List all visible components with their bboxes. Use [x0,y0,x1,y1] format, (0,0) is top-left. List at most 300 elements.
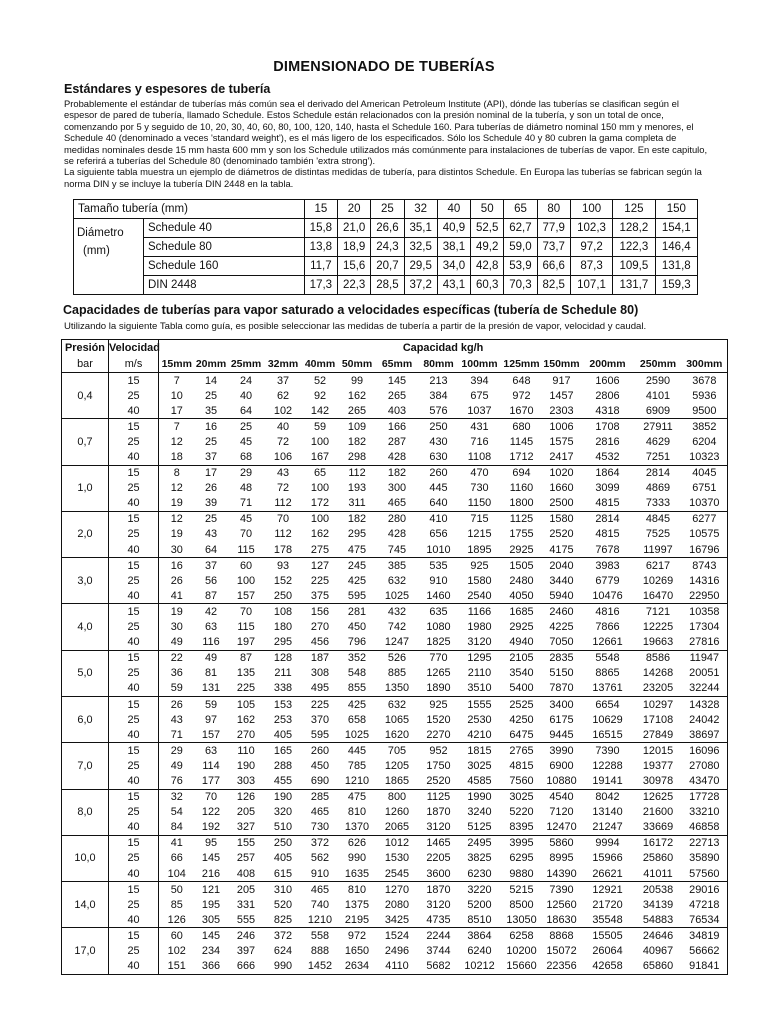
capacity-cell: 305 [195,912,228,928]
capacity-cell: 615 [265,866,302,882]
capacity-cell: 25860 [642,852,674,865]
capacity-cell: 4815 [595,528,620,541]
capacity-cell: 431 [470,420,489,433]
capacity-cell: 1870 [426,883,451,896]
capacity-cell: 23205 [635,681,682,697]
capacity-cell: 100 [310,435,330,448]
capacity-cell: 127 [310,559,330,572]
capacity-cell: 97 [204,713,218,726]
capacity-cell: 5936 [682,388,728,403]
capacity-cell: 172 [302,496,339,512]
capacity-cell: 33210 [682,805,728,820]
capacity-cell: 3744 [426,945,451,958]
capacity-cell: 1505 [509,559,534,572]
page-title: DIMENSIONADO DE TUBERÍAS [273,59,495,75]
capacity-cell: 56 [204,574,218,587]
capacity-cell: 1375 [344,898,370,911]
capacity-cell: 10358 [682,604,728,620]
capacity-cell: 6909 [635,403,682,419]
capacity-row [62,959,728,975]
capacity-cell: 1865 [376,773,419,789]
capacity-cell: 465 [310,883,330,896]
capacity-cell: 182 [347,435,367,448]
capacity-row [62,573,728,588]
capacity-cell: 24 [239,374,253,387]
pressure-cell: 0,7 [62,419,109,465]
capacity-cell: 384 [429,389,448,402]
capacity-cell: 66 [170,852,183,865]
header-capacidad: Capacidad kg/h [159,340,728,357]
capacity-cell: 6277 [682,511,728,527]
capacity-row [62,928,728,944]
capacity-cell: 7870 [543,681,581,697]
pipe-size-header: 20mm [195,356,228,373]
capacity-cell: 3852 [682,419,728,435]
capacity-cell: 16515 [581,727,635,743]
capacity-cell: 29 [239,467,253,480]
pressure-cell: 14,0 [62,882,109,928]
capacity-cell: 745 [376,542,419,558]
capacity-cell: 2520 [419,773,459,789]
capacity-cell: 705 [387,744,407,757]
capacity-cell: 595 [339,588,376,604]
capacity-cell: 35548 [581,912,635,928]
capacity-cell: 41011 [635,866,682,882]
capacity-cell: 800 [387,791,407,804]
capacity-cell: 4585 [459,773,501,789]
capacity-cell: 10297 [642,698,674,711]
capacity-cell: 405 [265,727,302,743]
capacity-cell: 112 [265,496,302,512]
capacity-cell: 155 [236,837,256,850]
capacity-cell: 465 [376,496,419,512]
capacity-cell: 21247 [581,820,635,836]
header-velocidad: Velocidad [109,340,159,357]
capacity-cell: 4175 [543,542,581,558]
capacity-cell: 1825 [419,635,459,651]
capacity-cell: 3240 [467,806,492,819]
capacity-cell: 4225 [549,621,574,634]
diameter-value: 40,9 [437,219,470,238]
capacity-cell: 6204 [682,434,728,449]
pressure-cell: 6,0 [62,696,109,742]
capacity-row [62,666,728,681]
capacity-cell: 331 [236,898,256,911]
capacity-cell: 2530 [467,713,492,726]
capacity-cell: 30 [170,621,183,634]
capacity-cell: 10212 [459,959,501,975]
velocity-cell: 15 [109,419,159,435]
capacity-row [62,681,728,697]
capacity-cell: 3099 [595,482,620,495]
capacity-cell: 4250 [509,713,534,726]
capacity-cell: 37 [195,449,228,465]
capacity-cell: 1452 [302,959,339,975]
capacity-cell: 157 [228,588,265,604]
capacity-cell: 38697 [682,727,728,743]
steam-capacity-table [61,339,728,975]
capacity-cell: 60 [239,559,253,572]
capacity-cell: 19 [170,528,183,541]
capacity-cell: 193 [347,482,367,495]
velocity-cell: 40 [109,403,159,419]
capacity-cell: 109 [347,420,367,433]
capacity-row [62,866,728,882]
capacity-cell: 3220 [467,883,492,896]
diameter-value: 13,8 [304,238,337,257]
capacity-cell: 7 [173,374,180,387]
diameter-value: 107,1 [570,276,612,295]
capacity-cell: 145 [201,929,221,942]
capacity-cell: 338 [265,681,302,697]
velocity-cell: 25 [109,805,159,820]
capacity-cell: 41 [170,837,183,850]
capacity-cell: 562 [310,852,330,865]
capacity-cell: 85 [170,898,183,911]
capacity-cell: 1870 [426,806,451,819]
capacity-cell: 4869 [645,482,671,495]
capacity-cell: 72 [276,435,290,448]
capacity-cell: 145 [201,852,221,865]
capacity-cell: 19377 [642,759,674,772]
capacity-cell: 26621 [581,866,635,882]
capacity-cell: 26064 [592,945,623,958]
capacity-cell: 295 [265,635,302,651]
capacity-cell: 41 [159,588,195,604]
diameter-value: 24,3 [371,238,404,257]
capacity-cell: 63 [204,744,218,757]
capacity-cell: 648 [512,374,531,387]
capacity-cell: 65860 [635,959,682,975]
capacity-cell: 187 [310,652,330,665]
capacity-cell: 71 [159,727,195,743]
capacity-cell: 11947 [682,650,728,666]
capacity-cell: 151 [159,959,195,975]
capacity-cell: 21720 [592,898,623,911]
capacity-cell: 8 [173,467,180,480]
velocity-cell: 15 [109,465,159,481]
capacity-cell: 535 [429,559,448,572]
intro-text [64,98,712,189]
capacity-cell: 25 [204,435,218,448]
size-header-row [74,200,698,219]
velocity-cell: 15 [109,511,159,527]
capacity-cell: 59 [313,420,327,433]
capacity-cell: 166 [387,420,407,433]
capacity-cell: 3400 [549,698,574,711]
capacity-cell: 2303 [543,403,581,419]
capacity-cell: 192 [195,820,228,836]
capacity-cell: 87 [239,652,253,665]
pressure-cell: 5,0 [62,650,109,696]
capacity-cell: 70 [204,791,218,804]
velocity-cell: 40 [109,959,159,975]
capacity-cell: 430 [429,435,448,448]
capacity-cell: 3540 [509,667,534,680]
capacity-cell: 15505 [592,929,623,942]
capacity-cell: 295 [347,528,367,541]
diameter-value: 35,1 [404,219,437,238]
capacity-cell: 5682 [419,959,459,975]
pipe-size-header: 250mm [635,356,682,373]
capacity-cell: 1524 [384,929,410,942]
pressure-cell: 8,0 [62,789,109,835]
capacity-cell: 27816 [682,635,728,651]
capacity-row [62,897,728,912]
capacity-cell: 990 [265,959,302,975]
capacity-cell: 1755 [509,528,534,541]
capacity-cell: 405 [273,852,293,865]
velocity-cell: 15 [109,789,159,805]
capacity-cell: 100 [310,482,330,495]
capacity-cell: 475 [339,542,376,558]
capacity-cell: 126 [236,791,256,804]
diameter-value: 53,9 [504,257,537,276]
capacity-cell: 54 [170,806,183,819]
capacity-row [62,403,728,419]
capacity-cell: 425 [347,698,367,711]
capacity-cell: 153 [273,698,293,711]
pipe-size-header: 15mm [159,356,195,373]
capacity-cell: 5215 [509,883,534,896]
capacity-cell: 372 [273,929,293,942]
capacity-cell: 59 [204,698,218,711]
size-header-cell: 40 [437,200,470,219]
capacity-cell: 197 [228,635,265,651]
size-header-cell: 15 [304,200,337,219]
capacity-cell: 1980 [467,621,492,634]
capacity-cell: 156 [310,605,330,618]
capacity-cell: 320 [273,806,293,819]
pipe-size-header: 40mm [302,356,339,373]
capacity-cell: 1895 [459,542,501,558]
capacity-cell: 213 [429,374,448,387]
capacity-cell: 7251 [635,449,682,465]
capacity-cell: 288 [273,759,293,772]
capacity-cell: 428 [387,528,407,541]
capacity-row [62,604,728,620]
pressure-cell: 10,0 [62,835,109,881]
pipe-size-header: 300mm [682,356,728,373]
capacity-cell: 37 [276,374,290,387]
velocity-cell: 25 [109,434,159,449]
capacity-cell: 666 [228,959,265,975]
diameter-row [74,276,698,295]
capacity-cell: 408 [228,866,265,882]
capacity-cell: 16096 [682,743,728,759]
capacity-cell: 1160 [509,482,534,495]
capacity-cell: 142 [302,403,339,419]
pipe-size-header: 150mm [543,356,581,373]
capacity-cell: 70 [276,513,290,526]
capacity-cell: 2417 [543,449,581,465]
capacity-cell: 20051 [682,666,728,681]
capacity-cell: 8868 [549,929,574,942]
capacity-cell: 885 [387,667,407,680]
capacity-cell: 303 [228,773,265,789]
capacity-cell: 595 [302,727,339,743]
velocity-cell: 15 [109,373,159,389]
capacity-cell: 495 [302,681,339,697]
capacity-cell: 520 [273,898,293,911]
capacity-cell: 1460 [419,588,459,604]
capacity-cell: 47218 [682,897,728,912]
velocity-cell: 15 [109,696,159,712]
capacity-cell: 694 [512,467,531,480]
capacity-cell: 152 [273,574,293,587]
capacity-cell: 2816 [595,435,620,448]
pipe-size-header: 50mm [339,356,376,373]
capacity-cell: 17728 [682,789,728,805]
capacity-row [62,511,728,527]
capacity-row [62,542,728,558]
capacity-row [62,712,728,727]
capacity-cell: 10 [170,389,183,402]
capacity-cell: 770 [429,652,448,665]
pipe-size-header: 100mm [459,356,501,373]
schedule-label: Schedule 80 [144,238,305,257]
capacity-cell: 2520 [549,528,574,541]
capacity-cell: 510 [265,820,302,836]
capacity-row [62,805,728,820]
capacity-cell: 17 [204,467,218,480]
capacity-row [62,481,728,496]
velocity-cell: 40 [109,727,159,743]
capacity-cell: 917 [552,374,571,387]
capacity-cell: 2814 [645,467,671,480]
capacity-cell: 4940 [501,635,543,651]
capacity-cell: 10575 [682,527,728,542]
capacity-cell: 5860 [549,837,574,850]
capacity-cell: 394 [470,374,489,387]
capacity-row [62,527,728,542]
capacity-cell: 205 [236,806,256,819]
capacity-cell: 135 [236,667,256,680]
diameter-value: 66,6 [537,257,570,276]
pressure-cell: 3,0 [62,558,109,604]
capacity-cell: 26 [204,482,218,495]
capacity-cell: 14268 [642,667,674,680]
capacity-row [62,496,728,512]
schedule-label: Schedule 160 [144,257,305,276]
diameter-value: 34,0 [437,257,470,276]
capacity-cell: 300 [387,482,407,495]
capacity-cell: 3510 [459,681,501,697]
capacity-cell: 730 [470,482,489,495]
velocity-cell: 40 [109,773,159,789]
capacity-cell: 20538 [642,883,674,896]
capacity-cell: 6900 [549,759,574,772]
capacity-cell: 9500 [682,403,728,419]
velocity-cell: 40 [109,588,159,604]
size-header-cell: 20 [338,200,371,219]
capacity-cell: 2244 [426,929,451,942]
capacity-cell: 6230 [459,866,501,882]
capacity-cell: 9994 [595,837,620,850]
diameter-value: 62,7 [504,219,537,238]
capacity-cell: 5548 [595,652,620,665]
pressure-cell: 0,4 [62,373,109,419]
capacity-table-note: Utilizando la siguiente Tabla como guía, es posible seleccionar las medidas de tubería a partir de la presión de vapor, velocidad y caudal. [64,321,647,332]
capacity-cell: 1247 [376,635,419,651]
capacity-cell: 635 [429,605,448,618]
diameter-value: 109,5 [613,257,655,276]
capacity-cell: 43 [170,713,183,726]
capacity-cell: 1575 [549,435,574,448]
capacity-cell: 7560 [501,773,543,789]
diameter-value: 146,4 [655,238,697,257]
capacity-cell: 71 [228,496,265,512]
capacity-cell: 42658 [581,959,635,975]
velocity-cell: 25 [109,573,159,588]
size-header-cell: 65 [504,200,537,219]
capacity-cell: 12225 [642,621,674,634]
capacity-cell: 14328 [682,696,728,712]
capacity-cell: 825 [265,912,302,928]
capacity-row [62,758,728,773]
capacity-cell: 8743 [682,558,728,574]
capacity-cell: 6217 [645,559,671,572]
capacity-cell: 180 [273,621,293,634]
capacity-cell: 2270 [419,727,459,743]
capacity-cell: 40 [276,420,290,433]
capacity-cell: 190 [273,791,293,804]
diameter-value: 17,3 [304,276,337,295]
capacity-cell: 245 [347,559,367,572]
velocity-cell: 25 [109,527,159,542]
capacity-cell: 121 [201,883,221,896]
diameter-value: 128,2 [613,219,655,238]
capacity-cell: 108 [273,605,293,618]
paragraph-table-intro: La siguiente tabla muestra un ejemplo de diámetros de distintas medidas de tubería, para distintos Schedule. En Europa las tuberías se fabrican según la norma DIN y se incluye la tubería DIN 2448 en la tabla. [64,166,702,189]
capacity-cell: 1580 [467,574,492,587]
capacity-cell: 76 [159,773,195,789]
capacity-cell: 8865 [595,667,620,680]
capacity-cell: 1215 [467,528,492,541]
capacity-cell: 3120 [426,898,451,911]
capacity-cell: 428 [376,449,419,465]
capacity-cell: 785 [347,759,367,772]
capacity-cell: 30978 [635,773,682,789]
capacity-cell: 17 [159,403,195,419]
capacity-cell: 1205 [384,759,410,772]
capacity-cell: 17304 [682,620,728,635]
pressure-cell: 4,0 [62,604,109,650]
capacity-cell: 211 [274,667,292,680]
capacity-row [62,943,728,958]
capacity-cell: 2925 [509,621,534,634]
capacity-cell: 177 [195,773,228,789]
capacity-cell: 1125 [426,791,451,804]
capacity-row [62,635,728,651]
capacity-cell: 6295 [509,852,534,865]
capacity-cell: 1990 [467,791,492,804]
capacity-cell: 810 [347,883,367,896]
capacity-row [62,419,728,435]
diameter-value: 22,3 [338,276,371,295]
capacity-cell: 13050 [501,912,543,928]
capacity-cell: 2765 [509,744,534,757]
capacity-cell: 1520 [426,713,451,726]
capacity-cell: 157 [195,727,228,743]
capacity-cell: 4735 [419,912,459,928]
diameter-value: 97,2 [570,238,612,257]
header-presion: Presión [62,340,109,357]
capacity-cell: 2480 [509,574,534,587]
capacity-cell: 17108 [642,713,674,726]
pipe-size-header: 65mm [376,356,419,373]
capacity-cell: 12 [170,513,183,526]
